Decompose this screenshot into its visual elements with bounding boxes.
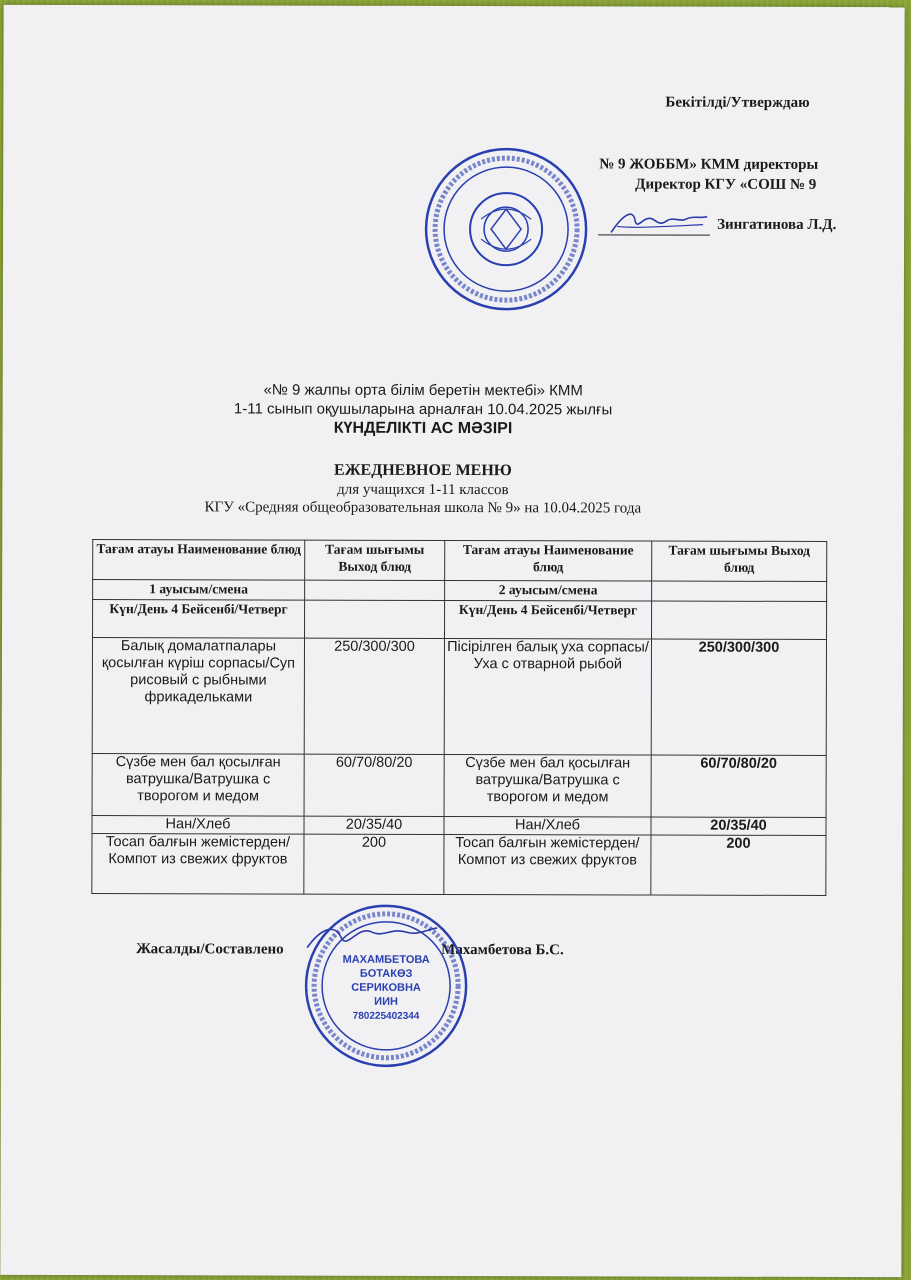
portion-cell: 20/35/40 [651, 817, 826, 835]
portion-cell: 20/35/40 [304, 816, 444, 834]
menu-for-ru: для учащихся 1-11 классов [337, 481, 509, 499]
table-row [92, 638, 826, 756]
dish-cell: Нан/Хлеб [92, 816, 304, 835]
shift-2-cell: 2 ауысым/смена [445, 580, 652, 601]
approval-heading: Бекітілді/Утверждаю [665, 94, 810, 111]
header-cell: Тағам шығымы Выход блюд [305, 540, 445, 580]
portion-cell: 60/70/80/20 [304, 754, 444, 816]
dish-cell: Тосап балғын жемістерден/Компот из свежих фруктов [92, 834, 304, 895]
day-2-cell: Күн/День 4 Бейсенбі/Четверг [445, 600, 652, 639]
portion-cell: 200 [651, 835, 826, 895]
day-row [93, 600, 827, 640]
empty-cell [652, 601, 827, 639]
document-page [0, 5, 904, 1277]
dish-cell: Пісірілген балық уха сорпасы/Уха с отварной рыбой [444, 638, 651, 755]
svg-text:СЕРИКОВНА: СЕРИКОВНА [351, 981, 421, 994]
portion-cell: 200 [304, 834, 444, 894]
header-cell: Тағам атауы Наименование блюд [445, 540, 652, 581]
menu-title-kz: КҮНДЕЛІКТІ АС МӘЗІРІ [333, 419, 513, 438]
day-1-cell: Күн/День 4 Бейсенбі/Четверг [93, 600, 305, 639]
dish-cell: Нан/Хлеб [444, 816, 651, 835]
portion-cell: 250/300/300 [304, 638, 444, 754]
school-name-ru: КГУ «Средняя общеобразовательная школа № 9» на 10.04.2025 года [204, 499, 642, 517]
director-name: Зингатинова Л.Д. [717, 216, 837, 234]
compiler-signature [301, 918, 441, 958]
dish-cell: Сүзбе мен бал қосылған ватрушка/Ватрушка с творогом и медом [92, 754, 304, 817]
dish-cell: Сүзбе мен бал қосылған ватрушка/Ватрушка с творогом и медом [444, 754, 651, 817]
portion-cell: 60/70/80/20 [651, 755, 826, 817]
svg-text:БОТАКӨЗ: БОТАКӨЗ [359, 967, 413, 980]
empty-cell [305, 600, 445, 638]
empty-cell [652, 581, 827, 601]
dish-cell: Тосап балғын жемістерден/Компот из свежих фруктов [444, 834, 651, 895]
svg-text:ИИН: ИИН [374, 995, 398, 1008]
menu-title-ru: ЕЖЕДНЕВНОЕ МЕНЮ [334, 461, 512, 480]
table-row [92, 834, 826, 896]
compiled-by-label: Жасалды/Составлено [136, 941, 284, 958]
shift-row [93, 580, 827, 602]
table-header-row [93, 540, 827, 582]
menu-for-kz: 1-11 сынып оқушыларына арналған 10.04.2025 жылғы [233, 400, 613, 419]
empty-cell [305, 580, 445, 600]
svg-text:780225402344: 780225402344 [352, 1010, 420, 1022]
menu-table [91, 539, 827, 896]
school-name-kz: «№ 9 жалпы орта білім беретін мектебі» КММ [263, 381, 583, 400]
dish-cell: Балық домалатпалары қосылған күріш сорпасы/Суп рисовый с рыбными фрикадельками [92, 638, 304, 755]
header-cell: Тағам шығымы Выход блюд [652, 541, 827, 581]
director-title-kz: № 9 ЖОББМ» КММ директоры [599, 156, 819, 173]
svg-text:МАХАМБЕТОВА: МАХАМБЕТОВА [342, 953, 430, 966]
table-row [92, 816, 826, 836]
header-cell: Тағам атауы Наименование блюд [93, 540, 305, 581]
director-title-ru: Директор КГУ «СОШ № 9 [635, 176, 817, 193]
school-stamp-icon [421, 144, 591, 314]
compiler-name: Махамбетова Б.С. [441, 941, 564, 959]
portion-cell: 250/300/300 [651, 639, 826, 755]
director-signature [603, 206, 713, 238]
table-row [92, 754, 826, 818]
shift-1-cell: 1 ауысым/смена [93, 580, 305, 601]
